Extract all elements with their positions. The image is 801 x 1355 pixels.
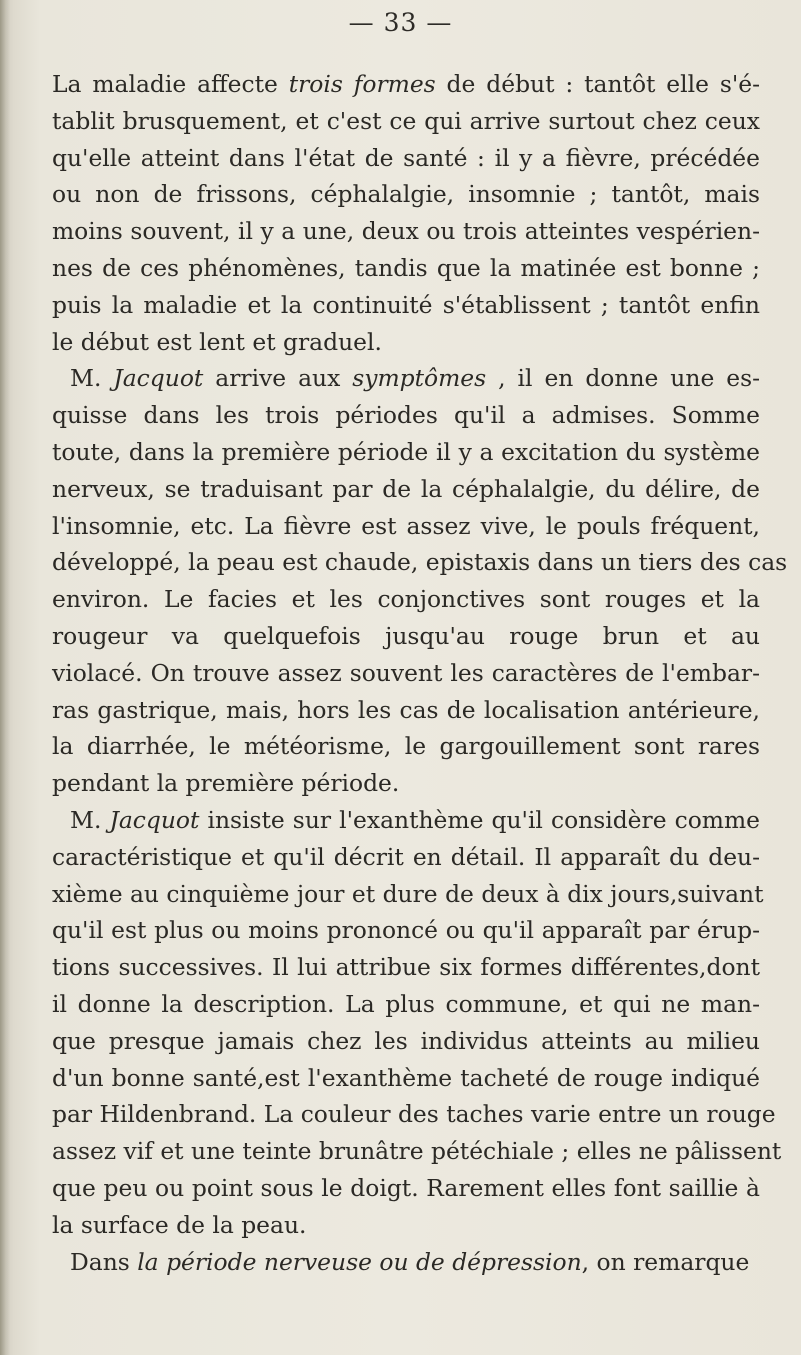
text-line (52, 1096, 776, 1133)
text-line (52, 397, 760, 434)
text-line (52, 1244, 760, 1281)
text-line (52, 692, 760, 729)
text-run: qu'il est plus ou moins prononcé ou qu'il apparaît par érup- (52, 916, 760, 945)
paragraph (52, 66, 760, 360)
text-run: que presque jamais chez les individus atteints au milieu (52, 1026, 760, 1055)
text-line (52, 250, 760, 287)
text-run: La maladie affecte (52, 70, 289, 98)
text-line (52, 655, 760, 692)
text-run: ras gastrique, mais, hors les cas de localisation antérieure, (52, 695, 760, 724)
text-run: environ. Le facies et les conjonctives sont rouges et la (52, 585, 760, 614)
text-line (52, 508, 760, 545)
text-run: M. (70, 805, 110, 834)
text-run: le début est lent et graduel. (52, 327, 382, 356)
text-line (52, 986, 760, 1023)
text-line (52, 839, 760, 876)
text-run: violacé. On trouve assez souvent les caractères de l'embar- (52, 658, 760, 687)
text-run: caractéristique et qu'il décrit en détail. Il apparaît du deu- (52, 842, 760, 871)
text-run: , on remarque (581, 1247, 750, 1276)
text-line (52, 434, 760, 471)
text-run: nerveux, se traduisant par de la céphalalgie, du délire, de (52, 474, 760, 503)
text-line (52, 802, 760, 839)
text-run: l'insomnie, etc. La fièvre est assez vive, le pouls fréquent, (52, 511, 760, 540)
text-line (52, 1060, 760, 1097)
paragraph (52, 1244, 760, 1281)
text-run: développé, la peau est chaude, epistaxis dans un tiers des cas (52, 548, 788, 577)
text-run: , il en donne une es- (486, 364, 760, 393)
body-text (52, 66, 788, 1280)
text-line (52, 324, 760, 361)
text-run: ou non de frissons, céphalalgie, insomnie ; tantôt, mais (52, 180, 760, 209)
text-line (52, 140, 760, 177)
text-line (52, 949, 760, 986)
text-run: M. (70, 364, 114, 393)
text-run: la surface de la peau. (52, 1210, 307, 1239)
text-line (52, 912, 760, 949)
text-line (52, 1170, 760, 1207)
text-run: puis la maladie et la continuité s'établissent ; tantôt enfin (52, 290, 760, 319)
italic-text: Jacquot (109, 805, 200, 834)
text-line (52, 1207, 760, 1244)
text-line (52, 876, 764, 913)
text-run: pendant la première période. (52, 769, 400, 798)
text-run: par Hildenbrand. La couleur des taches varie entre un rouge (52, 1100, 776, 1129)
text-line (52, 103, 760, 140)
text-line (52, 544, 788, 581)
text-line (52, 1133, 782, 1170)
text-run: tablit brusquement, et c'est ce qui arrive surtout chez ceux (52, 106, 760, 135)
page-gutter-shadow (0, 0, 10, 1355)
text-run: arrive aux (203, 364, 353, 393)
italic-text: la période nerveuse ou de dépression (137, 1247, 582, 1276)
text-run: tions successives. Il lui attribue six formes différentes,dont (52, 953, 760, 982)
italic-text: symptômes (352, 364, 487, 393)
text-line (52, 213, 760, 250)
paragraph (52, 802, 782, 1244)
text-line (52, 581, 760, 618)
text-run: xième au cinquième jour et dure de deux à dix jours,suivant (52, 879, 764, 908)
text-run: toute, dans la première période il y a excitation du système (52, 437, 760, 466)
text-line (52, 1023, 760, 1060)
text-line (52, 66, 760, 103)
text-run: il donne la description. La plus commune, et qui ne man- (52, 989, 760, 1018)
text-line (52, 360, 760, 397)
text-line (52, 176, 760, 213)
text-line (52, 287, 760, 324)
text-run: moins souvent, il y a une, deux ou trois atteintes vespérien- (52, 217, 760, 246)
paragraph (52, 360, 788, 802)
text-run: nes de ces phénomènes, tandis que la matinée est bonne ; (52, 253, 760, 282)
italic-text: trois formes (288, 70, 436, 98)
text-run: quisse dans les trois périodes qu'il a admises. Somme (52, 401, 760, 430)
text-line (52, 765, 760, 802)
text-run: Dans (70, 1247, 138, 1276)
text-run: rougeur va quelquefois jusqu'au rouge brun et au (52, 621, 760, 650)
italic-text: Jacquot (113, 364, 204, 393)
text-run: insiste sur l'exanthème qu'il considère comme (199, 805, 760, 834)
text-run: que peu ou point sous le doigt. Rarement elles font saillie à (52, 1173, 760, 1202)
text-run: assez vif et une teinte brunâtre pétéchiale ; elles ne pâlissent (52, 1137, 782, 1166)
text-run: d'un bonne santé,est l'exanthème tacheté de rouge indiqué (52, 1063, 760, 1092)
page-number: — 33 — (348, 8, 453, 37)
text-run: la diarrhée, le météorisme, le gargouillement sont rares (52, 732, 760, 761)
text-run: qu'elle atteint dans l'état de santé : il y a fièvre, précédée (52, 143, 760, 172)
text-run: de début : tantôt elle s'é- (435, 70, 761, 98)
text-line (52, 618, 760, 655)
text-line (52, 728, 760, 765)
text-line (52, 471, 760, 508)
